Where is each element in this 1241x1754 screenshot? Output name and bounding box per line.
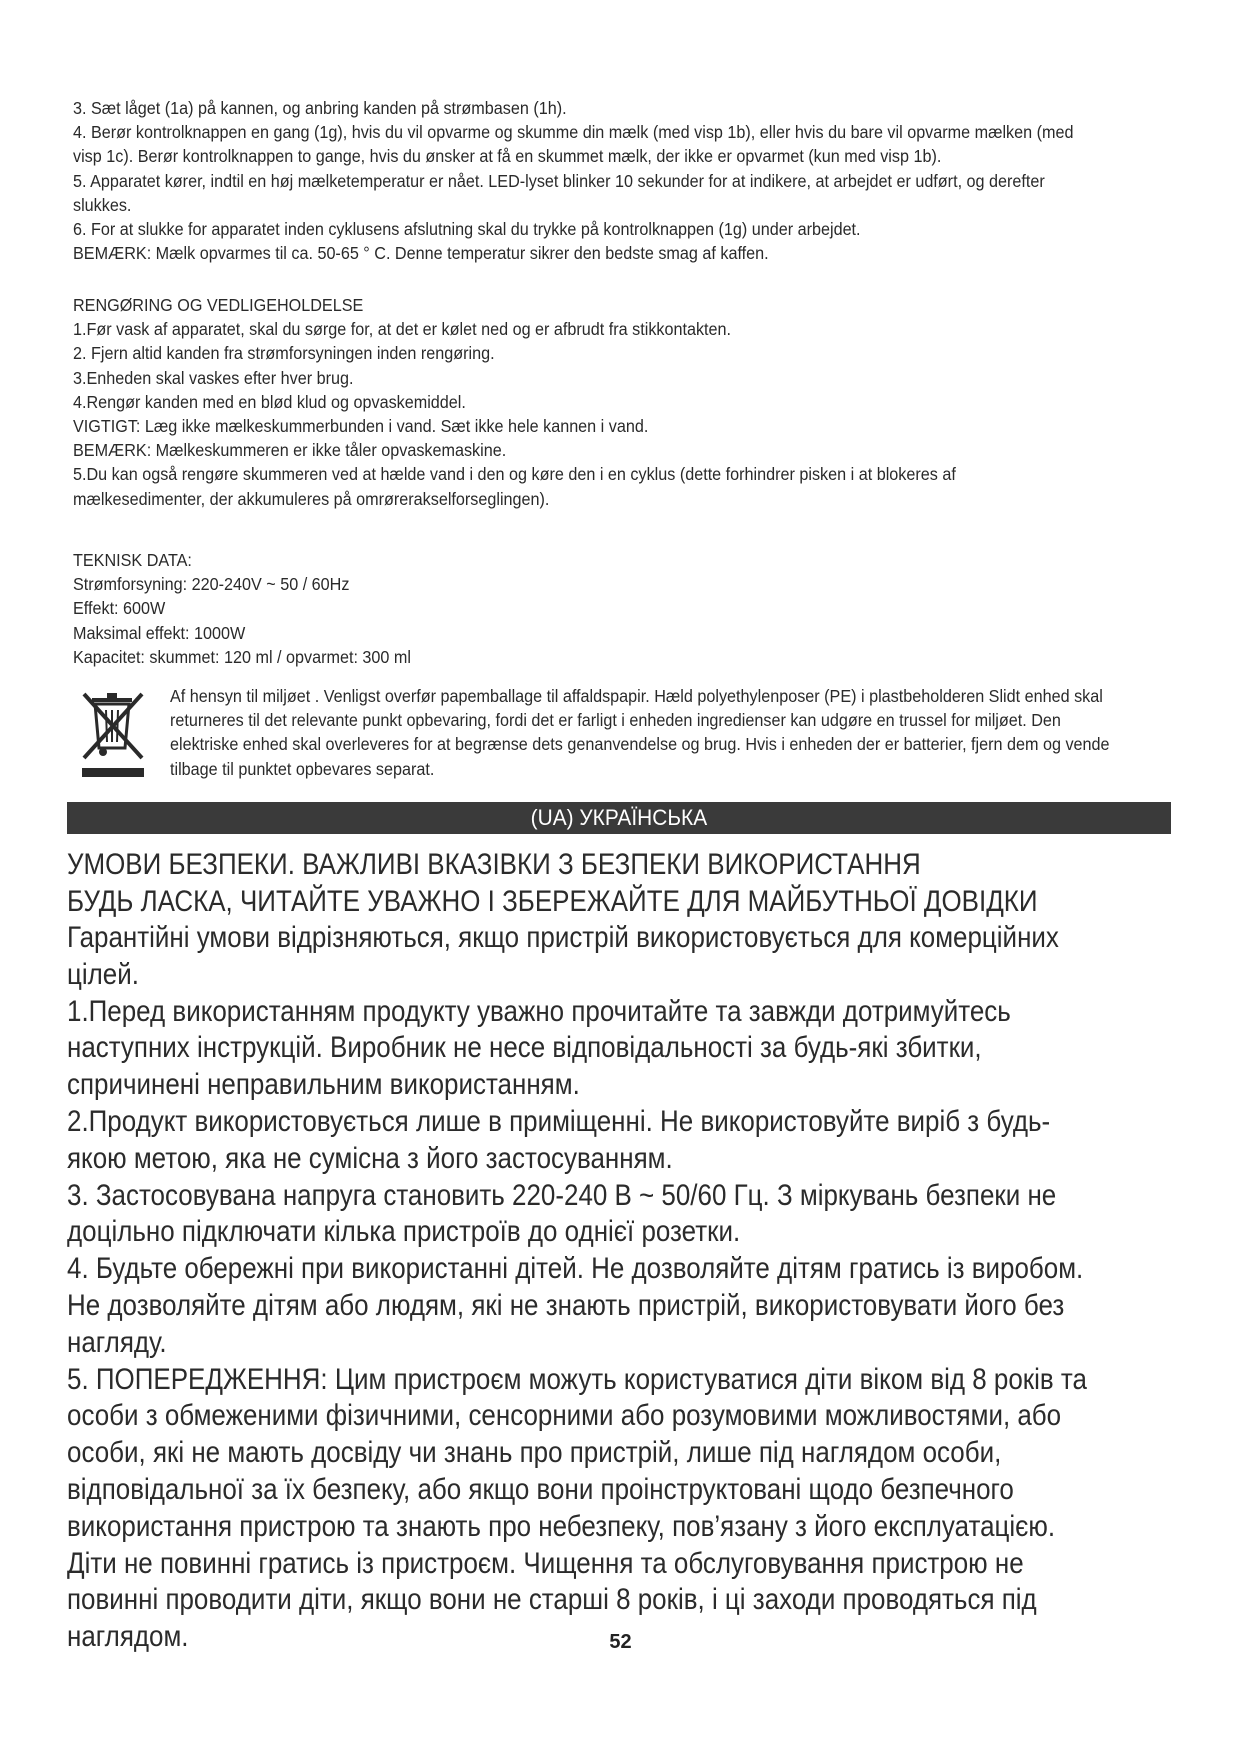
safety-instructions (67, 920, 1105, 1656)
safety-paragraph: Гарантійні умови відрізняються, якщо пристрій використовується для комерційних цілей. (67, 921, 1059, 991)
safety-title-text: УМОВИ БЕЗПЕКИ. ВАЖЛИВІ ВКАЗІВКИ З БЕЗПЕКИ ВИКОРИСТАННЯ (67, 848, 921, 881)
cleaning-section (73, 293, 1087, 511)
crossed-out-wheelie-bin-icon (76, 688, 154, 780)
environment-text: Af hensyn til miljøet . Venligst overfør papemballage til affaldspapir. Hæld polyethylenposer (PE) i plastbeholderen Slidt enhed skal returneres til det relevante punkt opbevaring, fordi det er farligt i enheden ingredienser kan udgøre en trussel for miljøet. Den elektriske enhed skal overleveres for at begrænse dets genanvendelse og brug. Hvis i enheden der er batterier, fjern dem og vende tilbage til punktet opbevares separat. (170, 686, 1110, 779)
technical-item: Kapacitet: skummet: 120 ml / opvarmet: 300 ml (73, 646, 411, 667)
usage-step: 4. Berør kontrolknappen en gang (1g), hvis du vil opvarme og skumme din mælk (med visp 1b), eller hvis du bare vil opvarme mælken (med visp 1c). Berør kontrolknappen to gange, hvis du ønsker at få en skummet mælk, der ikke er opvarmet (kun med visp 1b). (73, 122, 1074, 167)
language-section-bar (67, 802, 1171, 834)
cleaning-item: 3.Enheden skal vaskes efter hver brug. (73, 367, 354, 388)
safety-paragraph: 5. ПОПЕРЕДЖЕННЯ: Цим пристроєм можуть користуватися діти віком від 8 років та особи з обмеженими фізичними, сенсорними або розумовими можливостями, або особи, які не мають досвіду чи знань про пристрій, лише під наглядом особи, відповідальної за їх безпеку, або якщо вони проінструктовані щодо безпечного використання пристрою та знають про небезпеку, пов’язану з його експлуатацією. Діти не повинні гратись із пристроєм. Чищення та обслуговування пристрою не повинні проводити діти, якщо вони не старші 8 років, і ці заходи проводяться під наглядом. (67, 1362, 1087, 1654)
safety-subtitle (67, 884, 1105, 921)
technical-item: Effekt: 600W (73, 598, 166, 619)
cleaning-item: BEMÆRK: Mælkeskummeren er ikke tåler opvaskemaskine. (73, 440, 507, 461)
technical-heading: TEKNISK DATA: (73, 550, 192, 570)
cleaning-item: 5.Du kan også rengøre skummeren ved at hælde vand i den og køre den i en cyklus (dette forhindrer pisken i at blokeres af mælkesedimenter, der akkumuleres på omrørerakselforseglingen). (73, 464, 956, 509)
page-number: 52 (609, 1631, 632, 1653)
usage-step: 5. Apparatet kører, indtil en høj mælketemperatur er nået. LED-lyset blinker 10 sekunder for at indikere, at arbejdet er udført, og derefter slukkes. (73, 170, 1045, 215)
technical-data-section (73, 548, 1087, 669)
usage-step: 6. For at slukke for apparatet inden cyklusens afslutning skal du trykke på kontrolknappen (1g) under arbejdet. (73, 219, 861, 240)
safety-paragraph: 3. Застосовувана напруга становить 220-240 В ~ 50/60 Гц. З міркувань безпеки не доцільно підключати кілька пристроїв до однієї розетки. (67, 1178, 1057, 1249)
safety-subtitle-text: БУДЬ ЛАСКА, ЧИТАЙТЕ УВАЖНО І ЗБЕРЕЖАЙТЕ ДЛЯ МАЙБУТНЬОЇ ДОВІДКИ (67, 885, 1038, 918)
technical-item: Maksimal effekt: 1000W (73, 622, 246, 643)
cleaning-item: 4.Rengør kanden med en blød klud og opvaskemiddel. (73, 391, 466, 412)
cleaning-item: 1.Før vask af apparatet, skal du sørge for, at det er kølet ned og er afbrudt fra stikkontakten. (73, 319, 732, 340)
technical-item: Strømforsyning: 220-240V ~ 50 / 60Hz (73, 574, 350, 595)
safety-paragraph: 1.Перед використанням продукту уважно прочитайте та завжди дотримуйтесь наступних інструкцій. Виробник не несе відповідальності за будь-які збитки, спричинені неправильним використанням. (67, 994, 1011, 1102)
language-label: (UA) УКРАЇНСЬКА (530, 805, 708, 830)
cleaning-heading: RENGØRING OG VEDLIGEHOLDELSE (73, 295, 364, 315)
safety-paragraph: 2.Продукт використовується лише в приміщенні. Не використовуйте виріб з будь-якою метою, яка не сумісна з його застосуванням. (67, 1104, 1051, 1175)
usage-note: BEMÆRK: Mælk opvarmes til ca. 50-65 ° C. Denne temperatur sikrer den bedste smag af kaffen. (73, 243, 769, 264)
environment-notice (170, 684, 1119, 781)
safety-paragraph: 4. Будьте обережні при використанні дітей. Не дозволяйте дітям гратись із виробом. Не дозволяйте дітям або людям, які не знають пристрій, використовувати його без нагляду. (67, 1252, 1084, 1359)
cleaning-item: 2. Fjern altid kanden fra strømforsyningen inden rengøring. (73, 343, 495, 364)
usage-steps (73, 96, 1087, 265)
usage-step: 3. Sæt låget (1a) på kannen, og anbring kanden på strømbasen (1h). (73, 98, 567, 118)
safety-title (67, 847, 1105, 884)
cleaning-item: VIGTIGT: Læg ikke mælkeskummerbunden i vand. Sæt ikke hele kannen i vand. (73, 416, 649, 437)
